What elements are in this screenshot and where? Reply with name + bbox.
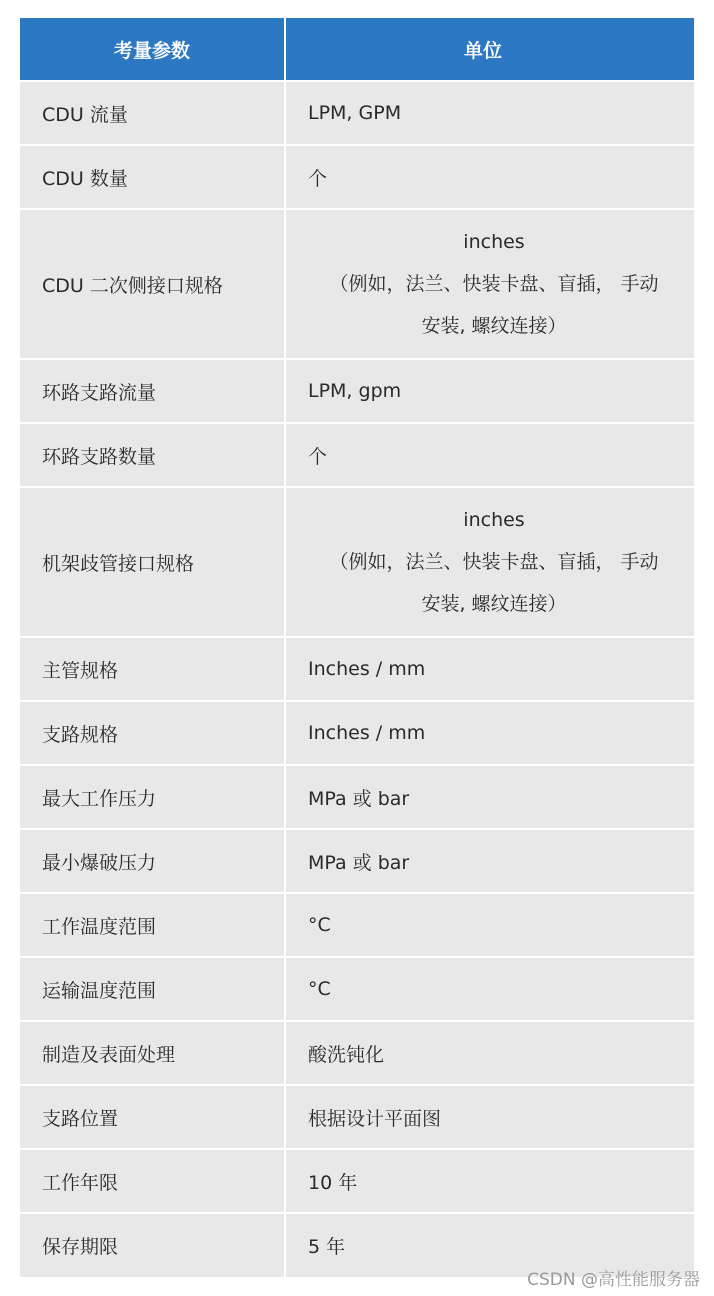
param-cell: CDU 流量 (20, 82, 286, 144)
unit-cell: 酸洗钝化 (308, 1043, 385, 1066)
watermark: CSDN @高性能服务器 (527, 1270, 700, 1290)
header-param: 考量参数 (20, 18, 286, 80)
param-cell: 机架歧管接口规格 (20, 488, 286, 636)
unit-cell: °C (308, 978, 331, 1000)
unit-line: 安装, 螺纹连接） (421, 315, 567, 337)
table-row (20, 1150, 694, 1214)
unit-line: 安装, 螺纹连接） (421, 593, 567, 615)
param-cell: 支路规格 (20, 702, 286, 764)
unit-cell: 10 年 (308, 1171, 358, 1194)
table-row (20, 766, 694, 830)
table-row (20, 360, 694, 424)
param-cell: CDU 数量 (20, 146, 286, 208)
table-row (20, 146, 694, 210)
header-unit: 单位 (463, 39, 502, 62)
spec-table (20, 18, 694, 1277)
unit-cell (286, 488, 694, 636)
unit-cell: Inches / mm (308, 658, 426, 680)
table-row (20, 638, 694, 702)
table-row (20, 1086, 694, 1150)
unit-line: （例如，法兰、快装卡盘、盲插， 手动 (329, 273, 659, 295)
unit-cell: LPM, gpm (308, 380, 402, 402)
param-cell: 制造及表面处理 (20, 1022, 286, 1084)
unit-cell: 5 年 (308, 1236, 346, 1258)
table-row (20, 702, 694, 766)
param-cell: 工作年限 (20, 1150, 286, 1212)
unit-cell: 根据设计平面图 (308, 1107, 442, 1130)
table-row (20, 424, 694, 488)
table-row (20, 488, 694, 638)
table-row (20, 894, 694, 958)
unit-line: inches (463, 231, 525, 253)
param-cell: 环路支路数量 (20, 424, 286, 486)
table-row (20, 82, 694, 146)
table-row (20, 830, 694, 894)
unit-cell: Inches / mm (308, 722, 426, 744)
unit-cell (286, 210, 694, 358)
unit-line: inches (463, 509, 525, 531)
param-cell: CDU 二次侧接口规格 (20, 210, 286, 358)
param-cell: 支路位置 (20, 1086, 286, 1148)
unit-cell: 个 (308, 167, 328, 190)
table-row (20, 210, 694, 360)
table-row (20, 1022, 694, 1086)
unit-cell: MPa 或 bar (308, 787, 410, 810)
unit-line: （例如，法兰、快装卡盘、盲插， 手动 (329, 551, 659, 573)
param-cell: 保存期限 (20, 1214, 286, 1277)
unit-cell: LPM, GPM (308, 102, 402, 124)
param-cell: 最大工作压力 (20, 766, 286, 828)
unit-cell: MPa 或 bar (308, 851, 410, 874)
table-header-row (20, 18, 694, 82)
param-cell: 环路支路流量 (20, 360, 286, 422)
param-cell: 主管规格 (20, 638, 286, 700)
table-row (20, 958, 694, 1022)
param-cell: 运输温度范围 (20, 958, 286, 1020)
unit-cell: °C (308, 914, 331, 936)
param-cell: 工作温度范围 (20, 894, 286, 956)
unit-cell: 个 (308, 445, 328, 468)
param-cell: 最小爆破压力 (20, 830, 286, 892)
